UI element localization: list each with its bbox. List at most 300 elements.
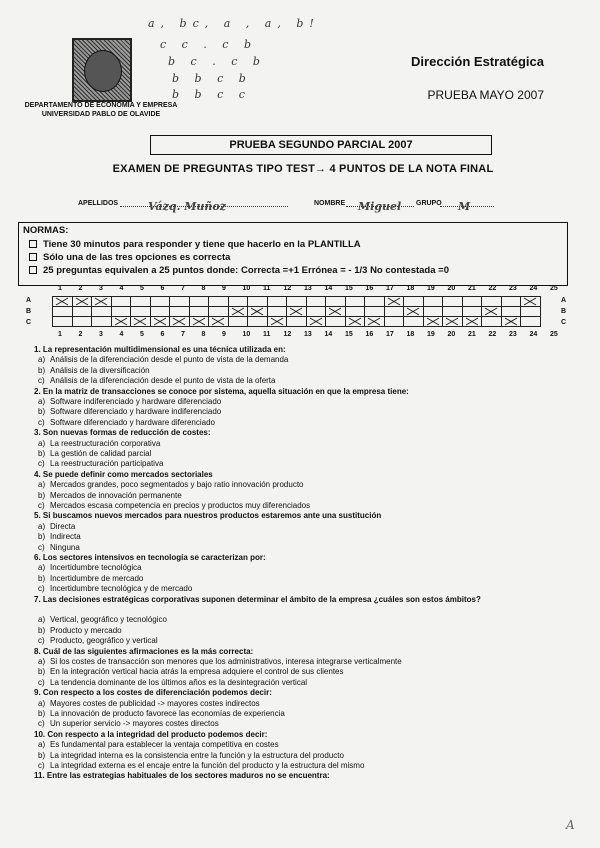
- department-name: DEPARTAMENTO DE ECONOMÍA Y EMPRESA: [24, 102, 178, 109]
- option-text: La innovación de producto favorece las economías de experiencia: [50, 709, 285, 718]
- answer-mark-x: [523, 297, 537, 306]
- grid-number-top: 7: [181, 285, 185, 292]
- answer-cell[interactable]: [189, 307, 209, 317]
- option-letter: b): [38, 449, 46, 458]
- answer-option: [38, 355, 288, 364]
- answer-cell[interactable]: [384, 317, 404, 327]
- question-number: 10.: [34, 729, 46, 739]
- grid-number-top: 1: [58, 285, 62, 292]
- answer-cell[interactable]: [72, 297, 92, 307]
- answer-cell[interactable]: [72, 307, 92, 317]
- rules-heading: NORMAS:: [23, 225, 69, 236]
- option-text: Software diferenciado y hardware diferenciado: [50, 417, 215, 427]
- answer-cell[interactable]: [248, 317, 268, 327]
- grid-number-top: 3: [99, 285, 103, 292]
- answer-mark-x: [406, 307, 420, 316]
- answer-option: [38, 761, 364, 770]
- handwritten-answers-line-3: b c . c b: [168, 55, 266, 68]
- option-text: En la integración vertical hacia atrás la empresa adquiere el control de sus clientes: [50, 667, 344, 677]
- answer-option: [38, 699, 260, 708]
- answer-cell[interactable]: [170, 307, 190, 317]
- question-text: La representación multidimensional es una técnica utilizada en:: [42, 345, 286, 354]
- option-letter: a): [38, 657, 46, 666]
- answer-cell[interactable]: [306, 317, 326, 327]
- answer-option: [38, 532, 81, 541]
- grid-row-label: B: [26, 308, 32, 315]
- option-letter: b): [38, 532, 46, 542]
- grid-number-top: 15: [345, 285, 353, 292]
- option-text: Indirecta: [50, 532, 81, 542]
- answer-cell[interactable]: [150, 317, 170, 327]
- option-text: Incertidumbre tecnológica: [50, 563, 142, 573]
- answer-cell[interactable]: [209, 297, 229, 307]
- grid-number-bottom: 15: [345, 331, 353, 338]
- answer-cell[interactable]: [482, 307, 502, 317]
- answer-cell[interactable]: [306, 297, 326, 307]
- answer-cell[interactable]: [53, 307, 73, 317]
- option-letter: b): [38, 490, 46, 500]
- question-stem: [34, 595, 554, 604]
- apellidos-label: APELLIDOS: [78, 200, 119, 207]
- option-letter: c): [38, 636, 45, 646]
- grid-number-top: 20: [447, 285, 456, 292]
- answer-cell[interactable]: [170, 297, 190, 307]
- answer-option: [38, 709, 285, 718]
- answer-cell[interactable]: [92, 297, 112, 307]
- answer-option: [38, 626, 122, 635]
- option-text: Mayores costes de publicidad -> mayores costes indirectos: [50, 698, 260, 708]
- question-number: 6.: [34, 553, 41, 562]
- answer-cell[interactable]: [345, 307, 365, 317]
- question-stem: [34, 470, 554, 479]
- question-text: En la matriz de transacciones se conoce por sistema, aquella situación en que la empresa tiene:: [42, 386, 409, 396]
- answer-cell[interactable]: [404, 307, 424, 317]
- question-number: 11.: [34, 771, 45, 781]
- answer-cell[interactable]: [326, 307, 346, 317]
- answer-cell[interactable]: [131, 307, 151, 317]
- answer-mark-x: [192, 317, 206, 326]
- handwritten-answers-line-5: b b c c: [172, 88, 251, 101]
- answer-cell[interactable]: [521, 297, 541, 307]
- answer-grid-table: [52, 296, 541, 327]
- answer-option: [38, 480, 304, 489]
- grid-number-bottom: 3: [99, 331, 103, 338]
- option-text: La tendencia dominante de los últimos años es la desintegración vertical: [50, 677, 308, 687]
- option-letter: a): [38, 438, 46, 448]
- grid-number-top: 8: [201, 285, 206, 292]
- answer-option: [38, 719, 219, 728]
- grid-row-label: B: [560, 308, 566, 315]
- answer-mark-x: [55, 297, 69, 306]
- option-text: La integridad interna es la consistencia entre la función y la estructura del producto: [50, 750, 344, 760]
- answer-cell[interactable]: [443, 307, 463, 317]
- answer-cell[interactable]: [482, 317, 502, 327]
- grupo-value: M: [458, 200, 471, 213]
- answer-cell[interactable]: [267, 307, 287, 317]
- option-text: La reestructuración corporativa: [50, 438, 161, 448]
- answer-cell[interactable]: [209, 317, 229, 327]
- grid-row-label: A: [560, 297, 566, 304]
- option-letter: c): [38, 677, 45, 687]
- question-stem: [34, 688, 554, 697]
- grid-number-top: 4: [119, 285, 124, 292]
- option-letter: a): [38, 397, 46, 406]
- handwritten-answers-line-1: a, bc, a , a, b!: [148, 17, 320, 30]
- option-letter: c): [38, 542, 45, 552]
- option-text: Software indiferenciado y hardware diferenciado: [50, 397, 222, 406]
- answer-cell[interactable]: [482, 297, 502, 307]
- answer-mark-x: [445, 317, 459, 326]
- rule-2: Sólo una de las tres opciones es correcta: [29, 252, 230, 263]
- question-stem: [34, 345, 554, 354]
- rule-1: Tiene 30 minutos para responder y tiene que hacerlo en la PLANTILLA: [29, 239, 361, 250]
- option-text: Incertidumbre tecnológica y de mercado: [50, 584, 193, 594]
- answer-cell[interactable]: [462, 297, 482, 307]
- option-text: Producto y mercado: [50, 625, 122, 635]
- option-letter: c): [38, 417, 45, 427]
- option-text: Incertidumbre de mercado: [50, 573, 144, 583]
- answer-cell[interactable]: [384, 297, 404, 307]
- question-text: Cuál de las siguientes afirmaciones es la más correcta:: [42, 646, 254, 656]
- answer-cell[interactable]: [72, 317, 92, 327]
- grid-number-bottom: 23: [509, 331, 517, 338]
- answer-option: [38, 584, 192, 593]
- answer-option: [38, 522, 75, 531]
- answer-mark-x: [289, 307, 303, 316]
- exam-box-title: PRUEBA SEGUNDO PARCIAL 2007: [150, 135, 492, 155]
- grid-number-bottom: 22: [488, 331, 497, 338]
- option-text: Mercados de innovación permanente: [50, 490, 182, 500]
- answer-cell[interactable]: [462, 307, 482, 317]
- answer-cell[interactable]: [326, 317, 346, 327]
- answer-option: [38, 667, 344, 676]
- answer-mark-x: [426, 317, 440, 326]
- question-stem: [34, 511, 554, 520]
- question-number: 9.: [34, 688, 41, 698]
- option-letter: a): [38, 740, 46, 750]
- answer-cell[interactable]: [365, 307, 385, 317]
- grid-number-bottom: 4: [119, 331, 124, 338]
- answer-mark-x: [348, 317, 362, 326]
- question-number: 4.: [34, 469, 41, 479]
- answer-cell[interactable]: [501, 297, 521, 307]
- exam-description: EXAMEN DE PREGUNTAS TIPO TEST→ 4 PUNTOS DE LA NOTA FINAL: [112, 163, 494, 175]
- answer-option: [38, 657, 402, 666]
- question-text: Son nuevas formas de reducción de costes:: [42, 428, 211, 438]
- answer-cell[interactable]: [189, 297, 209, 307]
- answer-option: [38, 543, 80, 552]
- grid-number-bottom: 20: [447, 331, 456, 338]
- answer-mark-x: [114, 317, 128, 326]
- answer-cell[interactable]: [443, 297, 463, 307]
- answer-option: [38, 574, 143, 583]
- grid-number-top: 16: [365, 285, 374, 292]
- answer-option: [38, 563, 142, 572]
- grid-number-top: 5: [140, 285, 144, 292]
- answer-cell[interactable]: [287, 317, 307, 327]
- answer-option: [38, 407, 221, 416]
- option-letter: a): [38, 521, 46, 531]
- option-letter: b): [38, 365, 46, 375]
- rule-3: 25 preguntas equivalen a 25 puntos donde: Correcta =+1 Errónea = - 1/3 No contestada =0: [29, 265, 449, 276]
- grid-number-bottom: 19: [427, 331, 435, 338]
- university-logo: [72, 38, 132, 102]
- grid-number-top: 13: [304, 285, 312, 292]
- option-letter: b): [38, 750, 46, 760]
- answer-cell[interactable]: [423, 307, 443, 317]
- handwritten-answers-line-2: c c . c b: [160, 38, 258, 51]
- option-text: La reestructuración participativa: [50, 459, 164, 469]
- grid-number-bottom: 17: [386, 331, 394, 338]
- answer-cell[interactable]: [92, 317, 112, 327]
- answer-mark-x: [231, 307, 245, 316]
- answer-cell[interactable]: [345, 317, 365, 327]
- option-letter: c): [38, 501, 45, 510]
- answer-cell[interactable]: [521, 317, 541, 327]
- question-text: Se puede definir como mercados sectoriales: [42, 469, 213, 479]
- option-text: Mercados grandes, poco segmentados y bajo ratio innovación producto: [50, 480, 304, 490]
- answer-cell[interactable]: [462, 317, 482, 327]
- answer-cell[interactable]: [423, 317, 443, 327]
- answer-cell[interactable]: [150, 297, 170, 307]
- grid-number-bottom: 14: [324, 331, 333, 338]
- grid-number-top: 21: [468, 285, 476, 292]
- answer-cell[interactable]: [248, 307, 268, 317]
- answer-mark-x: [211, 317, 225, 326]
- grid-row-label: C: [560, 319, 566, 326]
- answer-mark-x: [153, 317, 167, 326]
- university-name: UNIVERSIDAD PABLO DE OLAVIDE: [41, 111, 161, 118]
- grid-number-top: 6: [160, 285, 165, 292]
- grid-number-bottom: 7: [181, 331, 185, 338]
- question-stem: [34, 730, 554, 739]
- answer-cell[interactable]: [248, 297, 268, 307]
- answer-option: [38, 366, 150, 375]
- option-letter: c): [38, 459, 45, 469]
- option-text: Si los costes de transacción son menores que los administrativos, interesa integrarse verticalmente: [50, 657, 402, 666]
- answer-option: [38, 501, 310, 510]
- answer-mark-x: [387, 297, 401, 306]
- nombre-label: NOMBRE: [314, 200, 346, 207]
- option-text: Software diferenciado y hardware indiferenciado: [50, 407, 222, 417]
- option-letter: b): [38, 667, 46, 677]
- grid-number-top: 10: [242, 285, 251, 292]
- answer-mark-x: [504, 317, 518, 326]
- grupo-label: GRUPO: [416, 200, 442, 207]
- answer-cell[interactable]: [365, 297, 385, 307]
- answer-cell[interactable]: [209, 307, 229, 317]
- grid-number-top: 9: [222, 285, 226, 292]
- option-letter: a): [38, 355, 46, 365]
- answer-cell[interactable]: [326, 297, 346, 307]
- grid-number-top: 2: [78, 285, 83, 292]
- grid-number-top: 19: [427, 285, 435, 292]
- answer-option: [38, 740, 279, 749]
- question-text: Las decisiones estratégicas corporativas suponen determinar el ámbito de la empresa ¿cuáles son estos ámbitos?: [42, 594, 481, 604]
- option-text: Análisis de la diferenciación desde el punto de vista de la oferta: [50, 376, 276, 386]
- course-title: Dirección Estratégica: [411, 54, 544, 69]
- option-text: Vertical, geográfico y tecnológico: [50, 615, 167, 625]
- grid-number-top: 24: [529, 285, 538, 292]
- grid-number-bottom: 12: [283, 331, 292, 338]
- grid-number-top: 11: [263, 285, 271, 292]
- answer-cell[interactable]: [287, 307, 307, 317]
- answer-option: [38, 636, 158, 645]
- grid-number-bottom: 6: [160, 331, 165, 338]
- answer-cell[interactable]: [267, 297, 287, 307]
- answer-mark-x: [94, 297, 108, 306]
- grid-number-bottom: 9: [222, 331, 226, 338]
- answer-cell[interactable]: [443, 317, 463, 327]
- grid-row-label: A: [26, 297, 32, 304]
- answer-cell[interactable]: [131, 297, 151, 307]
- answer-cell[interactable]: [521, 307, 541, 317]
- question-text: Con respecto a los costes de diferenciación podemos decir:: [42, 688, 272, 698]
- grid-number-top: 12: [283, 285, 292, 292]
- grid-number-bottom: 10: [242, 331, 251, 338]
- answer-cell[interactable]: [53, 297, 73, 307]
- option-letter: a): [38, 480, 46, 490]
- answer-cell[interactable]: [131, 317, 151, 327]
- question-number: 8.: [34, 646, 41, 656]
- grid-number-top: 23: [509, 285, 517, 292]
- question-number: 5.: [34, 511, 41, 521]
- grid-number-bottom: 5: [140, 331, 144, 338]
- answer-cell[interactable]: [92, 307, 112, 317]
- answer-cell[interactable]: [150, 307, 170, 317]
- option-letter: c): [38, 376, 45, 386]
- question-number: 7.: [34, 594, 41, 604]
- grid-number-top: 17: [386, 285, 394, 292]
- option-text: Ninguna: [50, 542, 80, 552]
- question-text: Los sectores intensivos en tecnología se caracterizan por:: [42, 553, 266, 562]
- answer-mark-x: [250, 307, 264, 316]
- question-number: 2.: [34, 386, 41, 396]
- answer-option: [38, 751, 344, 760]
- grid-number-bottom: 18: [406, 331, 415, 338]
- grid-number-bottom: 2: [78, 331, 83, 338]
- option-text: Análisis de la diferenciación desde el punto de vista de la demanda: [50, 355, 289, 365]
- answer-mark-x: [172, 317, 186, 326]
- answer-cell[interactable]: [111, 307, 131, 317]
- option-letter: a): [38, 615, 46, 625]
- answer-mark-x: [465, 317, 479, 326]
- answer-cell[interactable]: [404, 317, 424, 327]
- option-text: La integridad externa es el encaje entre la función del producto y la estructura del mismo: [50, 761, 365, 770]
- answer-option: [38, 678, 307, 687]
- handwritten-answers-line-4: b b c b: [172, 72, 252, 85]
- question-stem: [34, 771, 554, 780]
- nombre-value: Miguel: [358, 200, 402, 213]
- answer-option: [38, 397, 221, 406]
- option-letter: c): [38, 584, 45, 594]
- option-letter: a): [38, 563, 46, 573]
- option-letter: b): [38, 625, 46, 635]
- grid-number-bottom: 8: [201, 331, 206, 338]
- option-text: Es fundamental para establecer la ventaja competitiva en costes: [50, 740, 279, 750]
- answer-option: [38, 418, 215, 427]
- answer-cell[interactable]: [384, 307, 404, 317]
- question-number: 3.: [34, 428, 41, 438]
- answer-cell[interactable]: [501, 317, 521, 327]
- grid-number-bottom: 25: [550, 331, 558, 338]
- grid-number-top: 14: [324, 285, 333, 292]
- answer-cell[interactable]: [228, 307, 248, 317]
- grid-number-top: 25: [550, 285, 558, 292]
- answer-option: [38, 491, 182, 500]
- answer-cell[interactable]: [404, 297, 424, 307]
- option-text: Análisis de la diversificación: [50, 365, 150, 375]
- answer-cell[interactable]: [111, 317, 131, 327]
- answer-mark-x: [133, 317, 147, 326]
- option-letter: b): [38, 573, 46, 583]
- answer-cell[interactable]: [365, 317, 385, 327]
- answer-option: [38, 615, 167, 624]
- answer-cell[interactable]: [228, 297, 248, 307]
- answer-option: [38, 376, 275, 385]
- option-text: Producto, geográfico y vertical: [50, 636, 158, 646]
- answer-cell[interactable]: [189, 317, 209, 327]
- grid-number-bottom: 24: [529, 331, 538, 338]
- answer-sheet-grid: [26, 285, 566, 339]
- grid-number-bottom: 21: [468, 331, 476, 338]
- grid-number-bottom: 1: [58, 331, 62, 338]
- exam-date: PRUEBA MAYO 2007: [427, 88, 544, 102]
- answer-cell[interactable]: [228, 317, 248, 327]
- answer-cell[interactable]: [345, 297, 365, 307]
- answer-cell[interactable]: [53, 317, 73, 327]
- option-text: La gestión de calidad parcial: [50, 449, 152, 458]
- question-number: 1.: [34, 345, 41, 354]
- answer-mark-x: [328, 307, 342, 316]
- option-letter: c): [38, 761, 45, 770]
- grid-number-top: 18: [406, 285, 415, 292]
- option-letter: b): [38, 407, 46, 417]
- option-text: Directa: [50, 521, 76, 531]
- answer-mark-x: [75, 297, 89, 306]
- student-id-fields: [78, 196, 538, 213]
- answer-option: [38, 459, 163, 468]
- answer-mark-x: [270, 317, 284, 326]
- answer-cell[interactable]: [267, 317, 287, 327]
- answer-cell[interactable]: [423, 297, 443, 307]
- grid-number-top: 22: [488, 285, 497, 292]
- department-label: [16, 101, 186, 119]
- question-text: Con respecto a la integridad del producto podemos decir:: [47, 729, 268, 739]
- answer-mark-x: [484, 307, 498, 316]
- rules-box: [18, 222, 568, 286]
- question-text: Entre las estrategias habituales de los sectores maduros no se encuentra:: [46, 771, 330, 781]
- grid-number-bottom: 16: [365, 331, 374, 338]
- answer-cell[interactable]: [287, 297, 307, 307]
- answer-option: [38, 449, 151, 458]
- option-text: Mercados escasa competencia en precios y productos muy diferenciados: [50, 501, 311, 510]
- answer-option: [38, 439, 160, 448]
- answer-cell[interactable]: [170, 317, 190, 327]
- answer-cell[interactable]: [306, 307, 326, 317]
- question-text: Si buscamos nuevos mercados para nuestros productos estaremos ante una sustitución: [42, 511, 382, 521]
- answer-mark-x: [367, 317, 381, 326]
- question-stem: [34, 647, 554, 656]
- option-letter: c): [38, 719, 45, 729]
- answer-mark-x: [309, 317, 323, 326]
- answer-cell[interactable]: [111, 297, 131, 307]
- option-letter: b): [38, 709, 46, 718]
- answer-cell[interactable]: [501, 307, 521, 317]
- page-mark: A: [566, 818, 575, 832]
- grid-row-label: C: [26, 319, 32, 326]
- question-stem: [34, 428, 554, 437]
